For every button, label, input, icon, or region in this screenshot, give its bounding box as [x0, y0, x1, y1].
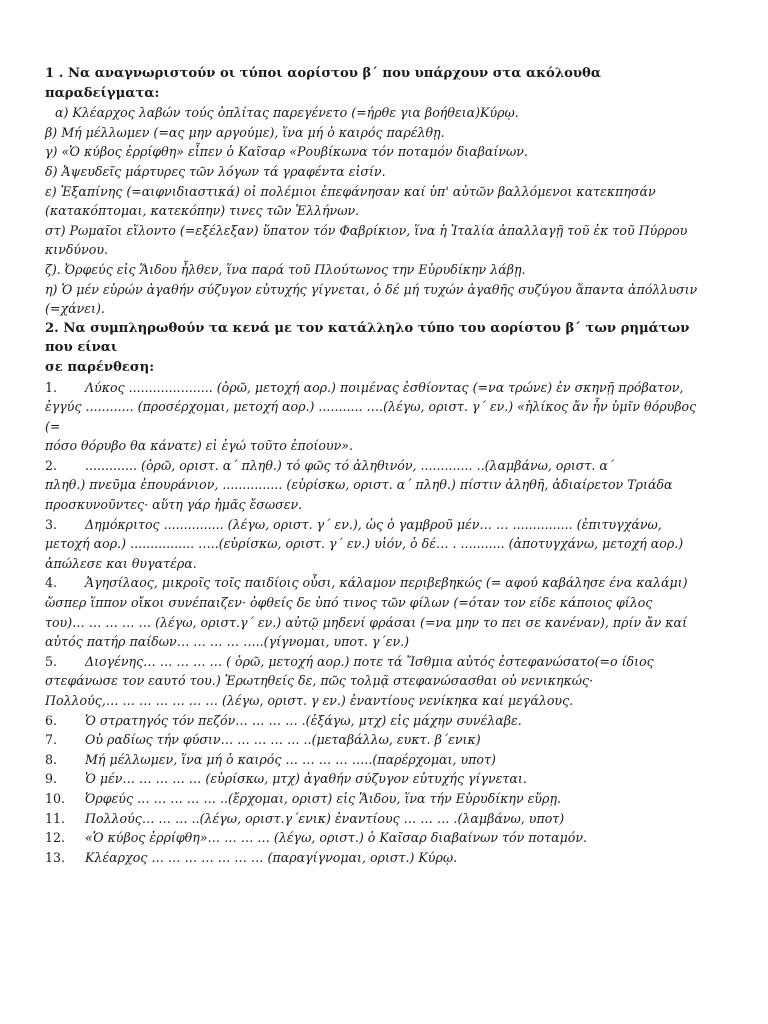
- exercise-text: ............. (ὁρῶ, οριστ. α΄ πληθ.) τό φῶς τό ἀληθινόν, ............. ..(λαμβάνω, οριστ. α΄: [85, 457, 615, 473]
- exercise-number: 2.: [45, 457, 58, 473]
- exercise-3-line2: μετοχή αορ.) ................ …..(εὑρίσκω, οριστ. γ΄ εν.) υἱόν, ὁ δέ… . ........... (ἀποτυγχάνω, μετοχή αορ.): [45, 536, 684, 552]
- example-e-line2: (κατακόπτομαι, κατεκόπην) τινες τῶν Ἑλλήνων.: [45, 203, 360, 219]
- exercise-number: 7.: [45, 732, 58, 748]
- exercise-number: 10.: [45, 790, 66, 806]
- exercise-1-line2: ἐγγύς ............ (προσέρχομαι, μετοχή αορ.) ........... ….(λέγω, οριστ. γ΄ εν.) «ἡλίκος ἄν ἦν ὑμῖν θόρυβος (=: [45, 399, 697, 434]
- section1-examples: [45, 103, 708, 319]
- example-st-line2: κινδύνου.: [45, 242, 108, 258]
- exercise-9: [45, 769, 708, 789]
- exercise-7: [45, 730, 708, 750]
- exercise-text: Ὁ στρατηγός τόν πεζόν… … … … .(ἐξάγω, μτχ) εἰς μάχην συνέλαβε.: [85, 712, 522, 728]
- exercise-2-line1: [45, 456, 708, 476]
- exercise-12: [45, 828, 708, 848]
- exercise-number: 6.: [45, 712, 58, 728]
- example-st-line1: στ) Ρωμαῖοι εἵλοντο (=εξέλεξαν) ὕπατον τόν Φαβρίκιον, ἵνα ἡ Ἰταλία ἀπαλλαγῇ τοῦ ἐκ τοῦ Πύρρου: [45, 222, 688, 238]
- exercise-4-line3: του)… … … … … (λέγω, οριστ.γ΄ εν.) αὐτῷ μηδενί φράσαι (=να μην το πει σε κανέναν), πρίν ἄν καί: [45, 614, 688, 630]
- exercise-text: Λύκος ..................... (ὁρῶ, μετοχή αορ.) ποιμένας ἐσθίοντας (=να τρώνε) ἐν σκηνῇ πρόβατον,: [85, 379, 684, 395]
- exercise-text: Διογένης… … … … … ( ὁρῶ, μετοχή αορ.) ποτε τά Ἴσθμια αὐτός ἐστεφανώσατο(=ο ίδιος: [85, 653, 654, 669]
- exercise-number: 8.: [45, 751, 58, 767]
- exercise-number: 13.: [45, 849, 66, 865]
- exercise-8: [45, 750, 708, 770]
- example-h-line1: η) Ὁ μέν εὑρών ἀγαθήν σύζυγον εὐτυχής γίγνεται, ὁ δέ μή τυχών ἀγαθῆς συζύγου ἅπαντα ἀπόλλυσιν: [45, 281, 698, 297]
- exercise-5-line1: [45, 652, 708, 672]
- example-b: β) Μή μέλλωμεν (=ας μην αργούμε), ἵνα μή ὁ καιρός παρέλθῃ.: [45, 124, 445, 140]
- exercise-number: 11.: [45, 810, 66, 826]
- exercise-text: Ὁ μέν… … … … … (εὑρίσκω, μτχ) ἀγαθήν σύζυγον εὐτυχής γίγνεται.: [85, 771, 527, 787]
- exercise-5-line3: Πολλούς,… … … … … … … (λέγω, οριστ. γ εν.) ἐναντίους νενίκηκα καί μεγάλους.: [45, 693, 574, 708]
- exercise-1-line3: πόσο θόρυβο θα κάνατε) εἰ ἐγώ τοῦτο ἐποίουν».: [45, 438, 353, 454]
- exercise-text: Μή μέλλωμεν, ἵνα μή ὁ καιρός … … … … …..(παρέρχομαι, υποτ): [85, 751, 496, 767]
- exercise-text: Ἀγησίλαος, μικροῖς τοῖς παιδίοις οὖσι, κάλαμον περιβεβηκώς (= αφού καβάλησε ένα καλάμι): [85, 575, 688, 591]
- example-h-line2: (=χάνει).: [45, 301, 105, 317]
- exercise-4-line2: ὥσπερ ἵππον οἴκοι συνέπαιζεν· ὀφθείς δε ὑπό τινος τῶν φίλων (=όταν τον είδε κάποιος φίλος: [45, 595, 653, 611]
- exercise-3-line1: [45, 515, 708, 535]
- exercise-5-line2: στεφάνωσε τον εαυτό του.) Ἐρωτηθείς δε, πῶς τολμᾷ στεφανώσασθαι οὐ νενικηκώς·: [45, 673, 594, 689]
- exercise-4-line4: αὐτός πατήρ παίδων… … … … …..(γίγνομαι, υποτ. γ΄εν.): [45, 634, 410, 650]
- exercise-number: 9.: [45, 771, 58, 787]
- exercise-2-line2: πληθ.) πνεῦμα ἐπουράνιον, ............... (εὑρίσκω, οριστ. α΄ πληθ.) πίστιν ἀληθῆ, ἀδιαίρετον Τριάδα: [45, 477, 673, 493]
- section2-heading-line2: σε παρένθεση:: [45, 359, 155, 375]
- exercise-number: 1.: [45, 379, 58, 395]
- exercise-1-line1: [45, 378, 708, 398]
- exercise-6: [45, 711, 708, 731]
- exercise-2-line3: προσκυνοῦντες· αὕτη γάρ ἡμᾶς ἔσωσεν.: [45, 497, 303, 513]
- exercise-3-line3: ἀπώλεσε και θυγατέρα.: [45, 555, 197, 571]
- exercise-11: [45, 809, 708, 829]
- exercise-4-line1: [45, 573, 708, 593]
- exercise-13: [45, 848, 708, 868]
- exercise-number: 4.: [45, 575, 58, 591]
- exercise-text: Πολλούς… … … ..(λέγω, οριστ.γ΄ενικ) ἐναντίους … … … .(λαμβάνω, υποτ): [85, 810, 565, 826]
- exercise-text: Οὐ ραδίως τήν φύσιν… … … … … ..(μεταβάλλω, ευκτ. β΄ενικ): [85, 732, 481, 748]
- example-d: δ) Ἀψευδεῖς μάρτυρες τῶν λόγων τά γραφέντα εἰσίν.: [45, 163, 386, 179]
- exercise-text: Δημόκριτος ............... (λέγω, οριστ. γ΄ εν.), ὡς ὁ γαμβροῦ μέν… … ............... (ἐπιτυγχάνω,: [85, 516, 662, 532]
- example-a: α) Κλέαρχος λαβών τούς ὁπλίτας παρεγένετο (=ήρθε για βοήθεια)Κύρῳ.: [55, 105, 519, 121]
- example-z: ζ). Ὀρφεύς εἰς Ἅιδου ἦλθεν, ἵνα παρά τοῦ Πλούτωνος την Εὐρυδίκην λάβῃ.: [45, 261, 526, 277]
- section2-heading-line1: 2. Να συμπληρωθούν τα κενά με τον κατάλληλο τύπο του αορίστου β΄ των ρημάτων που είναι: [45, 320, 690, 356]
- exercise-number: 5.: [45, 653, 58, 669]
- example-c: γ) «Ὁ κύβος ἐρρίφθη» εἶπεν ὁ Καῖσαρ «Ρουβίκωνα τόν ποταμόν διαβαίνων.: [45, 144, 528, 160]
- exercise-number: 3.: [45, 516, 58, 532]
- exercise-10: [45, 789, 708, 809]
- exercise-number: 12.: [45, 830, 66, 846]
- section1-heading: 1 . Να αναγνωριστούν οι τύποι αορίστου β΄ που υπάρχουν στα ακόλουθα παραδείγματα:: [45, 66, 601, 101]
- exercise-text: Κλέαρχος … … … … … … … (παραγίγνομαι, οριστ.) Κύρῳ.: [85, 849, 458, 865]
- exercise-text: Ὀρφεύς … … … … … ..(ἔρχομαι, οριστ) εἰς Ἅιδου, ἵνα τήν Εὐρυδίκην εὕρῃ.: [85, 790, 561, 806]
- exercise-text: «Ὁ κύβος ἐρρίφθη»… … … … (λέγω, οριστ.) ὁ Καῖσαρ διαβαίνων τόν ποταμόν.: [85, 830, 588, 846]
- example-e-line1: ε) Ἐξαπίνης (=αιφνιδιαστικά) οἱ πολέμιοι ἐπεφάνησαν καί ὑπ' αὐτῶν βαλλόμενοι κατεκπησάν: [45, 183, 656, 199]
- section2-exercises: [45, 378, 708, 868]
